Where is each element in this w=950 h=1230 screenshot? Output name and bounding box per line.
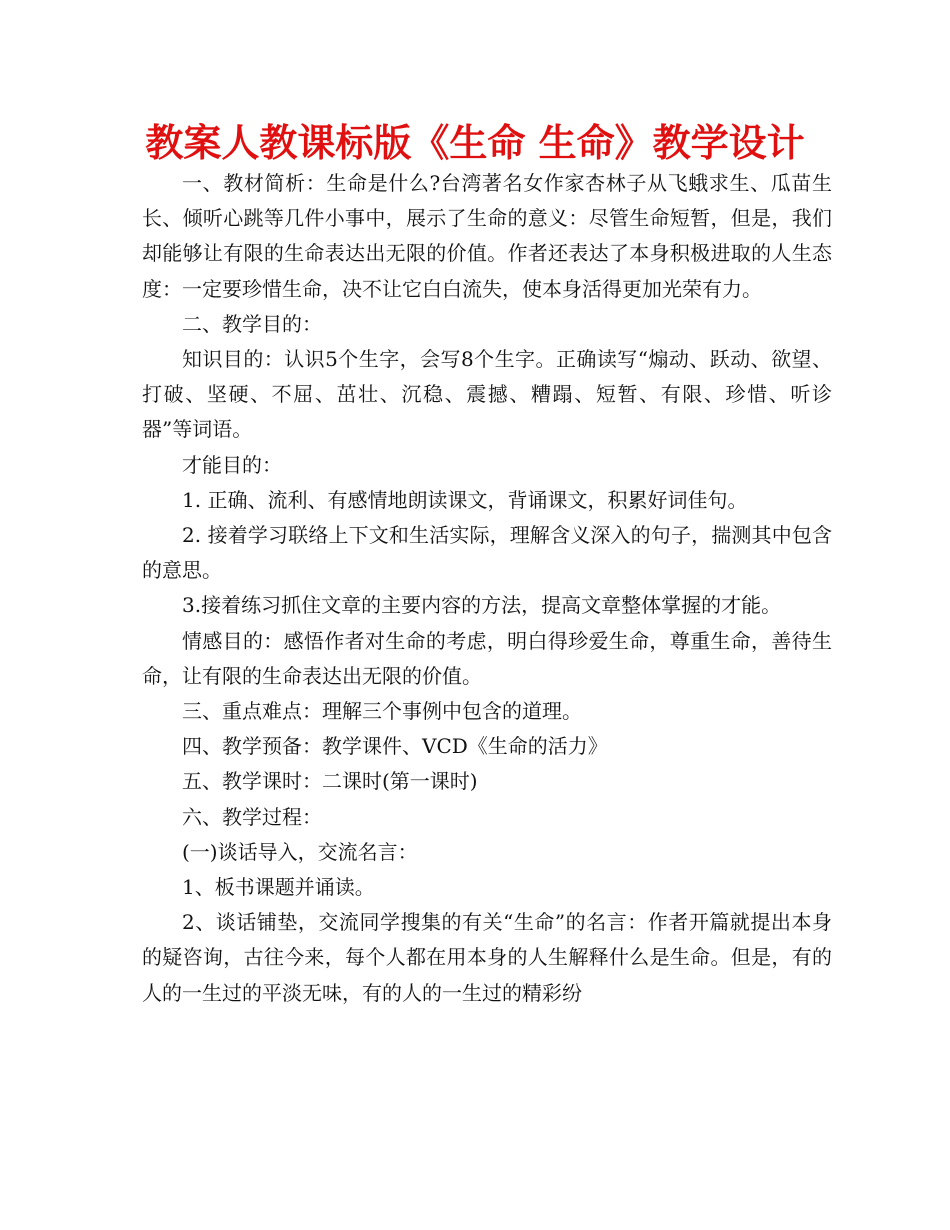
paragraph-step-2: 2、谈话铺垫，交流同学搜集的有关“生命”的名言：作者开篇就提出本身的疑咨询，古往今来，每个人都在用本身的人生解释什么是生命。但是，有的人的一生过的平淡无味，有的人的一生过的精彩纷 (142, 910, 832, 1005)
paragraph-ability-goal-1: 1. 正确、流利、有感情地朗读课文，背诵课文，积累好词佳句。 (182, 487, 748, 512)
paragraph-teaching-goals-heading: 二、教学目的： (182, 311, 322, 336)
paragraph-teaching-process-heading: 六、教学过程： (182, 804, 322, 829)
paragraph-emotional-goals: 情感目的：感悟作者对生命的考虑，明白得珍爱生命，尊重生命，善待生命，让有限的生命表达出无限的价值。 (142, 628, 832, 688)
paragraph-ability-goal-2: 2. 接着学习联络上下文和生活实际，理解含义深入的句子，揣测其中包含的意思。 (142, 523, 832, 583)
paragraph-step-1: 1、板书课题并诵读。 (182, 875, 375, 900)
paragraph-ability-goals-heading: 才能目的： (182, 452, 282, 477)
paragraph-key-points: 三、重点难点：理解三个事例中包含的道理。 (182, 699, 582, 724)
paragraph-ability-goal-3: 3.接着练习抓住文章的主要内容的方法，提高文章整体掌握的才能。 (182, 593, 782, 618)
document-body (142, 166, 832, 1011)
paragraph-preparation: 四、教学预备：教学课件、VCD《生命的活力》 (182, 734, 608, 759)
document-title: 教案人教课标版《生命 生命》教学设计 (145, 121, 805, 165)
paragraph-intro-section: (一)谈话导入，交流名言： (182, 839, 418, 864)
paragraph-material-analysis: 一、教材简析：生命是什么?台湾著名女作家杏林子从飞蛾求生、瓜苗生长、倾听心跳等几件小事中，展示了生命的意义：尽管生命短暂，但是，我们却能够让有限的生命表达出无限的价值。作者还表达了本身积极进取的人生态度：一定要珍惜生命，决不让它白白流失，使本身活得更加光荣有力。 (142, 171, 832, 301)
paragraph-class-hours: 五、教学课时：二课时(第一课时) (182, 769, 478, 794)
paragraph-knowledge-goals: 知识目的：认识5个生字，会写8个生字。正确读写“煽动、跃动、欲望、打破、坚硬、不屈、茁壮、沉稳、震撼、糟蹋、短暂、有限、珍惜、听诊器”等词语。 (142, 347, 832, 442)
